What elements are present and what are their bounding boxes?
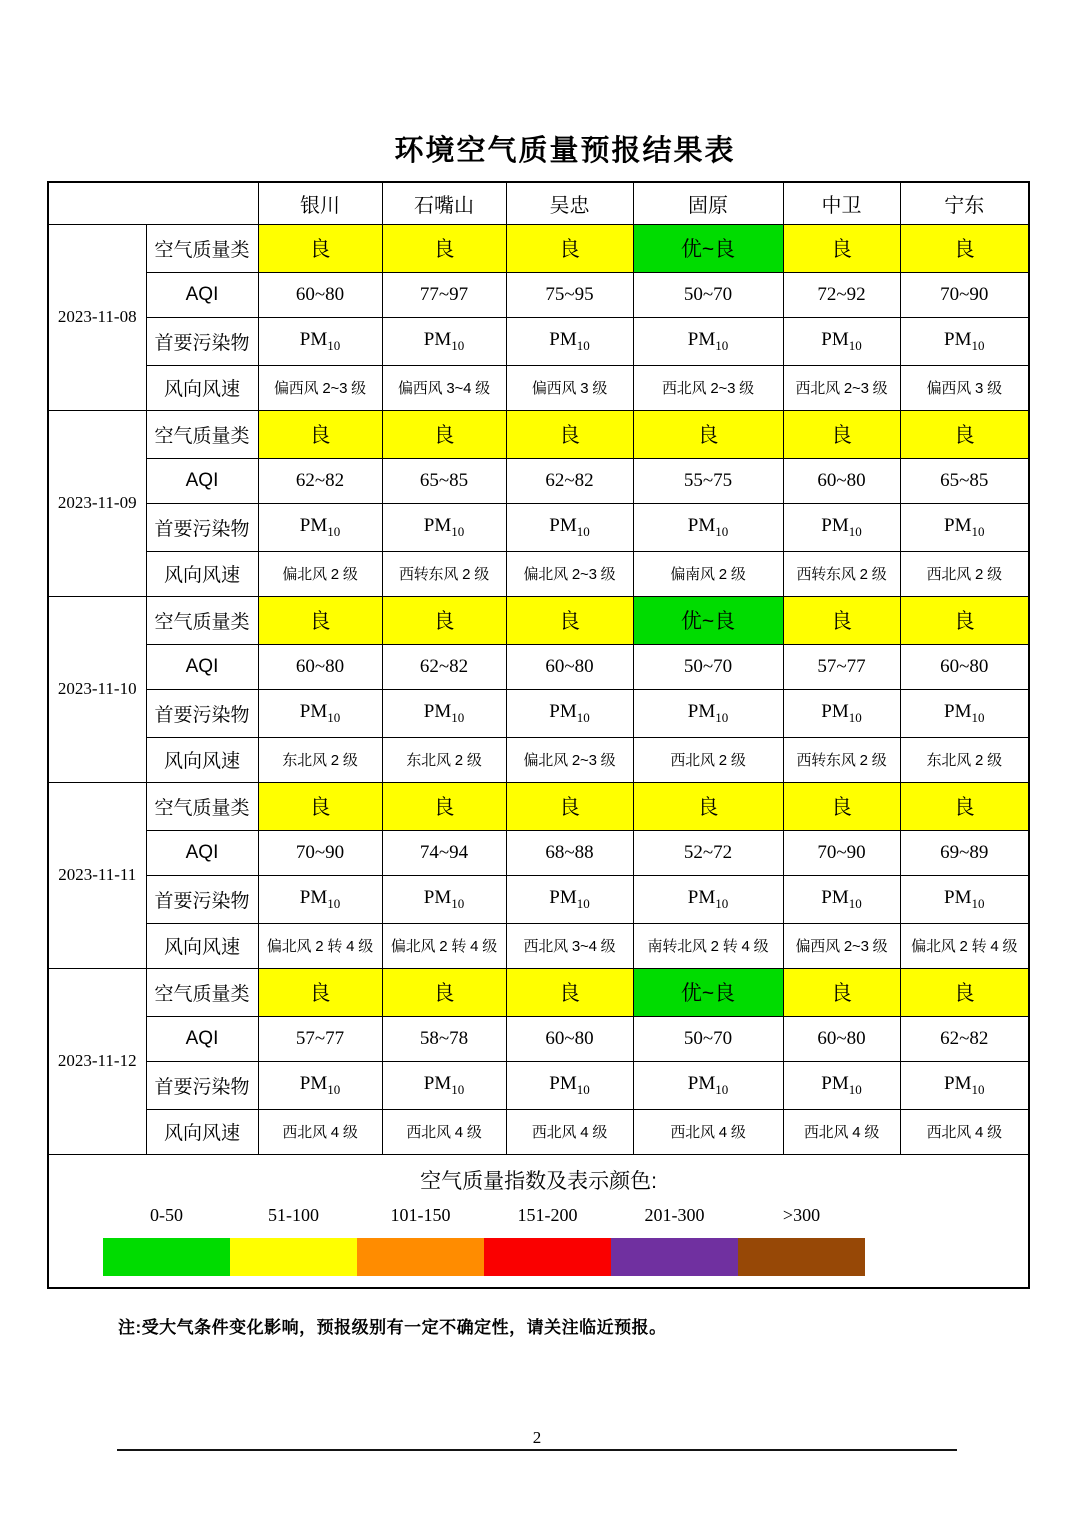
wind-cell: 偏北风 2 转 4 级 — [258, 923, 382, 968]
quality-cell: 良 — [783, 596, 900, 644]
pollutant-row — [48, 1061, 1029, 1109]
quality-cell: 良 — [633, 782, 783, 830]
wind-cell: 南转北风 2 转 4 级 — [633, 923, 783, 968]
pollutant-cell: $PM_{10}$ — [633, 875, 783, 923]
quality-cell: 良 — [900, 224, 1029, 272]
aqi-cell: 70~90 — [783, 830, 900, 875]
quality-cell: 良 — [258, 782, 382, 830]
quality-row — [48, 410, 1029, 458]
wind-cell: 东北风 2 级 — [900, 737, 1029, 782]
aqi-cell: 68~88 — [506, 830, 633, 875]
pollutant-cell: $PM_{10}$ — [506, 1061, 633, 1109]
quality-cell: 良 — [382, 782, 506, 830]
pollutant-cell: $PM_{10}$ — [382, 317, 506, 365]
date-cell: 2023-11-12 — [48, 968, 146, 1154]
wind-cell: 偏西风 3~4 级 — [382, 365, 506, 410]
row-label-pollutant: 首要污染物 — [146, 503, 258, 551]
pollutant-cell: $PM_{10}$ — [382, 503, 506, 551]
row-label-quality: 空气质量类 — [146, 968, 258, 1016]
legend-cell — [48, 1154, 1029, 1288]
aqi-row — [48, 272, 1029, 317]
legend-item — [738, 1205, 865, 1276]
pollutant-cell: $PM_{10}$ — [900, 1061, 1029, 1109]
corner-cell — [48, 182, 258, 224]
aqi-cell: 74~94 — [382, 830, 506, 875]
quality-cell: 优~良 — [633, 596, 783, 644]
pollutant-cell: $PM_{10}$ — [258, 875, 382, 923]
legend-title: 空气质量指数及表示颜色: — [420, 1170, 657, 1193]
legend-range: 201-300 — [644, 1205, 705, 1225]
wind-row — [48, 1109, 1029, 1154]
pollutant-cell: $PM_{10}$ — [900, 317, 1029, 365]
quality-cell: 良 — [900, 782, 1029, 830]
aqi-cell: 72~92 — [783, 272, 900, 317]
row-label-pollutant: 首要污染物 — [146, 317, 258, 365]
wind-cell: 偏西风 3 级 — [506, 365, 633, 410]
aqi-cell: 60~80 — [783, 458, 900, 503]
pollutant-cell: $PM_{10}$ — [783, 503, 900, 551]
pollutant-cell: $PM_{10}$ — [506, 875, 633, 923]
quality-row — [48, 224, 1029, 272]
aqi-color-scale — [103, 1205, 1026, 1276]
legend-swatch-yellow — [230, 1238, 357, 1276]
aqi-row — [48, 1016, 1029, 1061]
aqi-cell: 69~89 — [900, 830, 1029, 875]
aqi-cell: 55~75 — [633, 458, 783, 503]
wind-cell: 西北风 2~3 级 — [783, 365, 900, 410]
city-header: 中卫 — [783, 182, 900, 224]
wind-cell: 西北风 2 级 — [900, 551, 1029, 596]
aqi-cell: 70~90 — [900, 272, 1029, 317]
date-cell: 2023-11-08 — [48, 224, 146, 410]
quality-cell: 良 — [382, 596, 506, 644]
quality-cell: 良 — [506, 410, 633, 458]
date-cell: 2023-11-09 — [48, 410, 146, 596]
city-header: 固原 — [633, 182, 783, 224]
aqi-cell: 50~70 — [633, 1016, 783, 1061]
wind-cell: 西北风 2~3 级 — [633, 365, 783, 410]
date-cell: 2023-11-10 — [48, 596, 146, 782]
wind-cell: 偏北风 2 级 — [258, 551, 382, 596]
wind-cell: 西北风 4 级 — [900, 1109, 1029, 1154]
aqi-row — [48, 458, 1029, 503]
quality-cell: 良 — [258, 968, 382, 1016]
pollutant-row — [48, 317, 1029, 365]
aqi-cell: 58~78 — [382, 1016, 506, 1061]
quality-cell: 良 — [382, 968, 506, 1016]
wind-cell: 西北风 4 级 — [506, 1109, 633, 1154]
aqi-cell: 60~80 — [258, 272, 382, 317]
wind-row — [48, 551, 1029, 596]
pollutant-cell: $PM_{10}$ — [382, 1061, 506, 1109]
pollutant-cell: $PM_{10}$ — [900, 689, 1029, 737]
legend-range: 151-200 — [517, 1205, 578, 1225]
wind-cell: 西北风 4 级 — [382, 1109, 506, 1154]
quality-cell: 良 — [382, 224, 506, 272]
pollutant-cell: $PM_{10}$ — [258, 1061, 382, 1109]
quality-cell: 良 — [506, 782, 633, 830]
wind-cell: 偏北风 2~3 级 — [506, 551, 633, 596]
aqi-cell: 60~80 — [783, 1016, 900, 1061]
row-label-wind: 风向风速 — [146, 923, 258, 968]
wind-cell: 偏南风 2 级 — [633, 551, 783, 596]
aqi-cell: 50~70 — [633, 644, 783, 689]
quality-cell: 良 — [900, 596, 1029, 644]
pollutant-cell: $PM_{10}$ — [783, 875, 900, 923]
quality-cell: 良 — [506, 224, 633, 272]
aqi-cell: 62~82 — [506, 458, 633, 503]
legend-row — [48, 1154, 1029, 1288]
city-header: 银川 — [258, 182, 382, 224]
row-label-wind: 风向风速 — [146, 737, 258, 782]
quality-cell: 良 — [258, 224, 382, 272]
wind-row — [48, 365, 1029, 410]
row-label-aqi: AQI — [146, 458, 258, 503]
legend-swatch-red — [484, 1238, 611, 1276]
legend-swatch-orange — [357, 1238, 484, 1276]
pollutant-cell: $PM_{10}$ — [783, 689, 900, 737]
wind-cell: 偏北风 2 转 4 级 — [900, 923, 1029, 968]
pollutant-row — [48, 875, 1029, 923]
row-label-wind: 风向风速 — [146, 365, 258, 410]
aqi-cell: 57~77 — [783, 644, 900, 689]
city-header: 宁东 — [900, 182, 1029, 224]
pollutant-cell: $PM_{10}$ — [382, 875, 506, 923]
legend-range: 0-50 — [150, 1205, 183, 1225]
pollutant-cell: $PM_{10}$ — [633, 503, 783, 551]
pollutant-row — [48, 503, 1029, 551]
quality-cell: 良 — [258, 596, 382, 644]
row-label-quality: 空气质量类 — [146, 410, 258, 458]
aqi-cell: 62~82 — [258, 458, 382, 503]
quality-cell: 良 — [783, 782, 900, 830]
quality-cell: 良 — [900, 968, 1029, 1016]
row-label-aqi: AQI — [146, 1016, 258, 1061]
quality-cell: 良 — [506, 596, 633, 644]
aqi-cell: 57~77 — [258, 1016, 382, 1061]
aqi-cell: 50~70 — [633, 272, 783, 317]
wind-cell: 西北风 2 级 — [633, 737, 783, 782]
aqi-cell: 52~72 — [633, 830, 783, 875]
pollutant-row — [48, 689, 1029, 737]
date-cell: 2023-11-11 — [48, 782, 146, 968]
pollutant-cell: $PM_{10}$ — [506, 689, 633, 737]
pollutant-cell: $PM_{10}$ — [783, 317, 900, 365]
quality-cell: 良 — [633, 410, 783, 458]
page-number: 2 — [532, 1428, 542, 1447]
wind-cell: 西转东风 2 级 — [783, 551, 900, 596]
wind-cell: 西北风 4 级 — [783, 1109, 900, 1154]
legend-range: 101-150 — [390, 1205, 451, 1225]
row-label-quality: 空气质量类 — [146, 224, 258, 272]
wind-cell: 西北风 4 级 — [633, 1109, 783, 1154]
city-header: 吴忠 — [506, 182, 633, 224]
legend-swatch-brown — [738, 1238, 865, 1276]
legend-item — [103, 1205, 230, 1276]
quality-cell: 良 — [258, 410, 382, 458]
forecast-table — [47, 181, 1030, 1289]
pollutant-cell: $PM_{10}$ — [382, 689, 506, 737]
pollutant-cell: $PM_{10}$ — [258, 503, 382, 551]
quality-row — [48, 968, 1029, 1016]
row-label-aqi: AQI — [146, 644, 258, 689]
legend-item — [230, 1205, 357, 1276]
row-label-aqi: AQI — [146, 272, 258, 317]
legend-swatch-purple — [611, 1238, 738, 1276]
city-header: 石嘴山 — [382, 182, 506, 224]
wind-row — [48, 737, 1029, 782]
wind-cell: 偏西风 2~3 级 — [258, 365, 382, 410]
quality-row — [48, 782, 1029, 830]
pollutant-cell: $PM_{10}$ — [633, 1061, 783, 1109]
legend-item — [484, 1205, 611, 1276]
quality-cell: 良 — [783, 968, 900, 1016]
footer-rule — [117, 1428, 957, 1451]
quality-cell: 优~良 — [633, 968, 783, 1016]
city-header-row — [48, 182, 1029, 224]
row-label-quality: 空气质量类 — [146, 782, 258, 830]
pollutant-cell: $PM_{10}$ — [258, 317, 382, 365]
quality-cell: 良 — [382, 410, 506, 458]
row-label-wind: 风向风速 — [146, 551, 258, 596]
aqi-cell: 70~90 — [258, 830, 382, 875]
page-note: 注:受大气条件变化影响，预报级别有一定不确定性，请关注临近预报。 — [118, 1317, 667, 1337]
pollutant-cell: $PM_{10}$ — [633, 317, 783, 365]
wind-cell: 西转东风 2 级 — [783, 737, 900, 782]
row-label-pollutant: 首要污染物 — [146, 689, 258, 737]
aqi-row — [48, 830, 1029, 875]
quality-cell: 良 — [506, 968, 633, 1016]
quality-row — [48, 596, 1029, 644]
pollutant-cell: $PM_{10}$ — [900, 875, 1029, 923]
pollutant-cell: $PM_{10}$ — [506, 503, 633, 551]
row-label-wind: 风向风速 — [146, 1109, 258, 1154]
aqi-cell: 77~97 — [382, 272, 506, 317]
pollutant-cell: $PM_{10}$ — [900, 503, 1029, 551]
pollutant-cell: $PM_{10}$ — [506, 317, 633, 365]
page-title: 环境空气质量预报结果表 — [394, 135, 736, 167]
aqi-cell: 62~82 — [900, 1016, 1029, 1061]
wind-cell: 东北风 2 级 — [382, 737, 506, 782]
wind-cell: 偏西风 2~3 级 — [783, 923, 900, 968]
pollutant-cell: $PM_{10}$ — [783, 1061, 900, 1109]
legend-range: 51-100 — [268, 1205, 319, 1225]
row-label-aqi: AQI — [146, 830, 258, 875]
wind-cell: 西北风 4 级 — [258, 1109, 382, 1154]
wind-cell: 偏北风 2~3 级 — [506, 737, 633, 782]
aqi-cell: 60~80 — [900, 644, 1029, 689]
wind-cell: 东北风 2 级 — [258, 737, 382, 782]
wind-cell: 偏北风 2 转 4 级 — [382, 923, 506, 968]
row-label-pollutant: 首要污染物 — [146, 875, 258, 923]
wind-cell: 偏西风 3 级 — [900, 365, 1029, 410]
aqi-cell: 60~80 — [506, 1016, 633, 1061]
pollutant-cell: $PM_{10}$ — [258, 689, 382, 737]
wind-cell: 西转东风 2 级 — [382, 551, 506, 596]
aqi-cell: 65~85 — [900, 458, 1029, 503]
legend-swatch-green — [103, 1238, 230, 1276]
quality-cell: 良 — [900, 410, 1029, 458]
row-label-quality: 空气质量类 — [146, 596, 258, 644]
legend-item — [611, 1205, 738, 1276]
aqi-cell: 75~95 — [506, 272, 633, 317]
row-label-pollutant: 首要污染物 — [146, 1061, 258, 1109]
aqi-cell: 65~85 — [382, 458, 506, 503]
aqi-cell: 60~80 — [258, 644, 382, 689]
quality-cell: 优~良 — [633, 224, 783, 272]
pollutant-cell: $PM_{10}$ — [633, 689, 783, 737]
aqi-cell: 62~82 — [382, 644, 506, 689]
aqi-cell: 60~80 — [506, 644, 633, 689]
legend-range: >300 — [782, 1205, 821, 1225]
wind-row — [48, 923, 1029, 968]
legend-item — [357, 1205, 484, 1276]
quality-cell: 良 — [783, 410, 900, 458]
quality-cell: 良 — [783, 224, 900, 272]
wind-cell: 西北风 3~4 级 — [506, 923, 633, 968]
aqi-row — [48, 644, 1029, 689]
